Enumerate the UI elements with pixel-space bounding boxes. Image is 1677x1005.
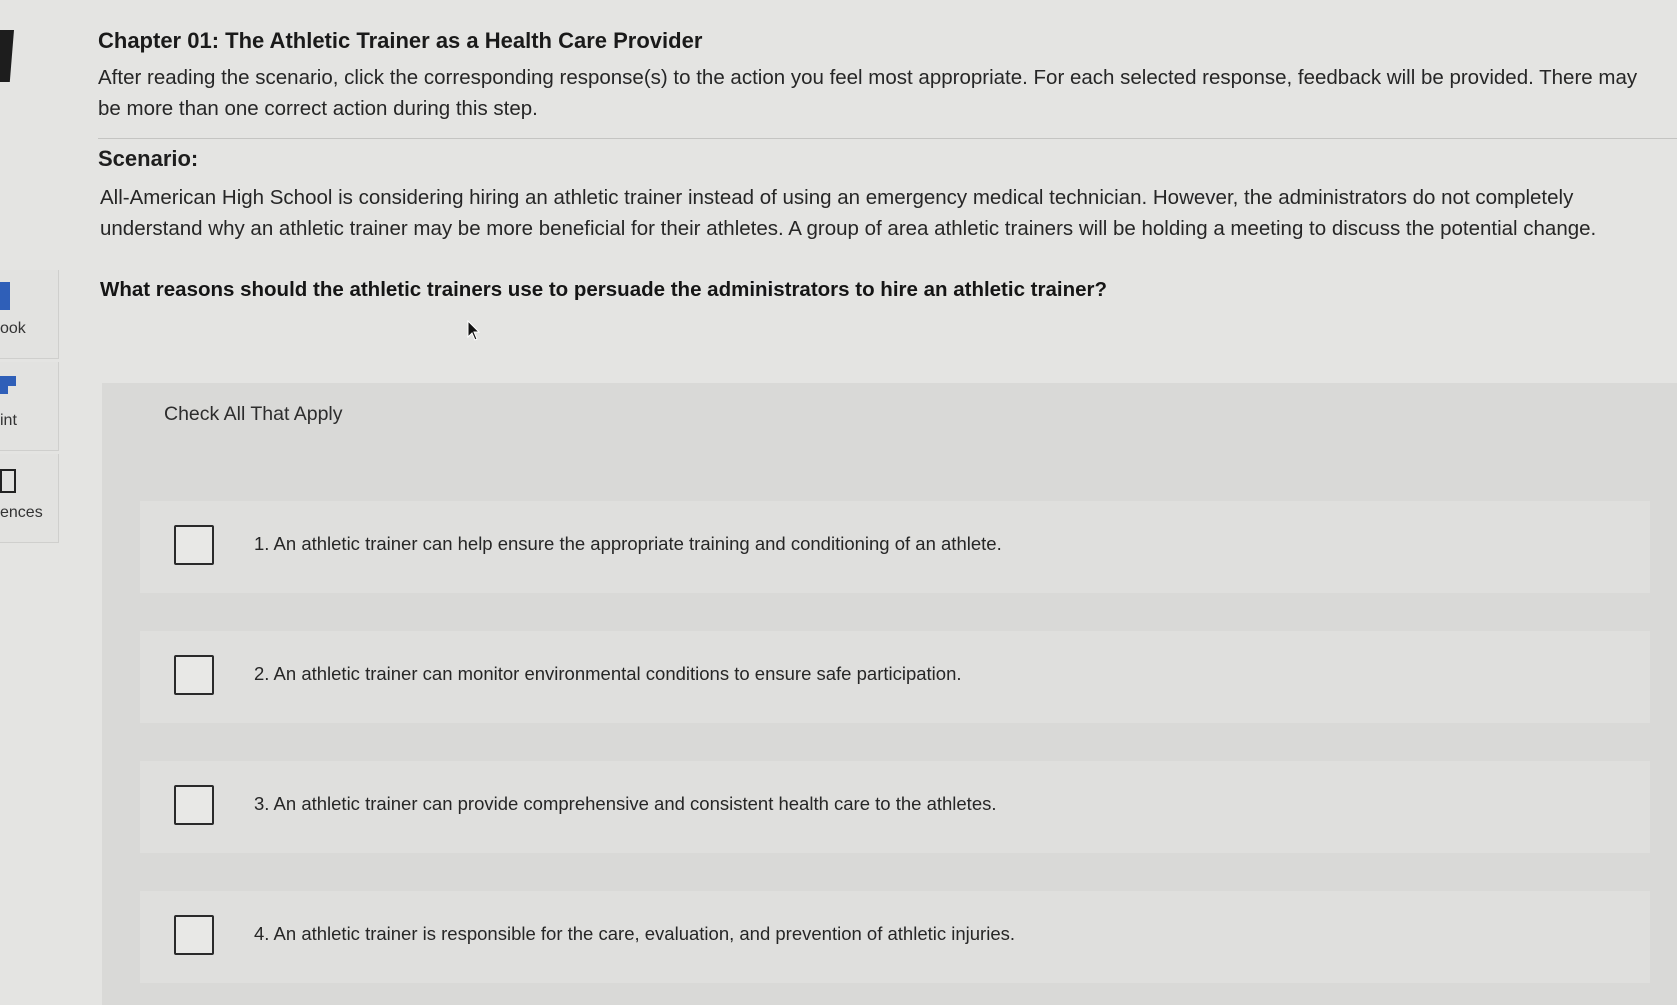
sidebar-item-ebook[interactable] <box>0 270 59 359</box>
option-checkbox[interactable] <box>174 915 214 955</box>
scenario-label: Scenario: <box>98 146 199 171</box>
option-label[interactable]: 1. An athletic trainer can help ensure the appropriate training and conditioning of an athlete. <box>254 533 1002 554</box>
question-prompt: What reasons should the athletic trainers use to persuade the administrators to hire an athletic trainer? <box>100 278 1108 301</box>
sidebar <box>0 0 60 1005</box>
sidebar-item-label: ences <box>0 504 43 521</box>
sidebar-item-label: ook <box>0 320 26 337</box>
check-all-header: Check All That Apply <box>164 403 343 425</box>
answer-option[interactable] <box>140 761 1650 853</box>
option-checkbox[interactable] <box>174 525 214 565</box>
divider <box>98 138 1677 139</box>
answer-option[interactable] <box>140 631 1650 723</box>
print-icon <box>0 374 18 401</box>
option-label[interactable]: 2. An athletic trainer can monitor environmental conditions to ensure safe participation. <box>254 663 962 684</box>
book-icon <box>0 282 14 317</box>
sidebar-item-label: int <box>0 412 17 429</box>
answer-option[interactable] <box>140 501 1650 593</box>
option-label[interactable]: 4. An athletic trainer is responsible for the care, evaluation, and prevention of athletic injuries. <box>254 923 1015 944</box>
sidebar-item-print[interactable] <box>0 362 59 451</box>
instructions-text: After reading the scenario, click the corresponding response(s) to the action you feel most appropriate. For each selected response, feedback will be provided. There may be more than one correct action during this step. <box>98 66 1638 120</box>
sidebar-item-references[interactable] <box>0 454 59 543</box>
option-checkbox[interactable] <box>174 785 214 825</box>
chapter-title: Chapter 01: The Athletic Trainer as a Health Care Provider <box>98 28 703 53</box>
option-label[interactable]: 3. An athletic trainer can provide comprehensive and consistent health care to the athletes. <box>254 793 997 814</box>
mouse-cursor-icon <box>467 320 481 347</box>
answer-option[interactable] <box>140 891 1650 983</box>
references-icon <box>0 466 18 501</box>
logo-mark <box>0 30 14 82</box>
option-checkbox[interactable] <box>174 655 214 695</box>
check-all-panel <box>102 383 1677 1005</box>
scenario-text: All-American High School is considering hiring an athletic trainer instead of using an emergency medical technician. However, the administrators do not completely understand why an athletic trainer may be more beneficial for their athletes. A group of area athletic trainers will be holding a meeting to discuss the potential change. <box>100 186 1597 240</box>
